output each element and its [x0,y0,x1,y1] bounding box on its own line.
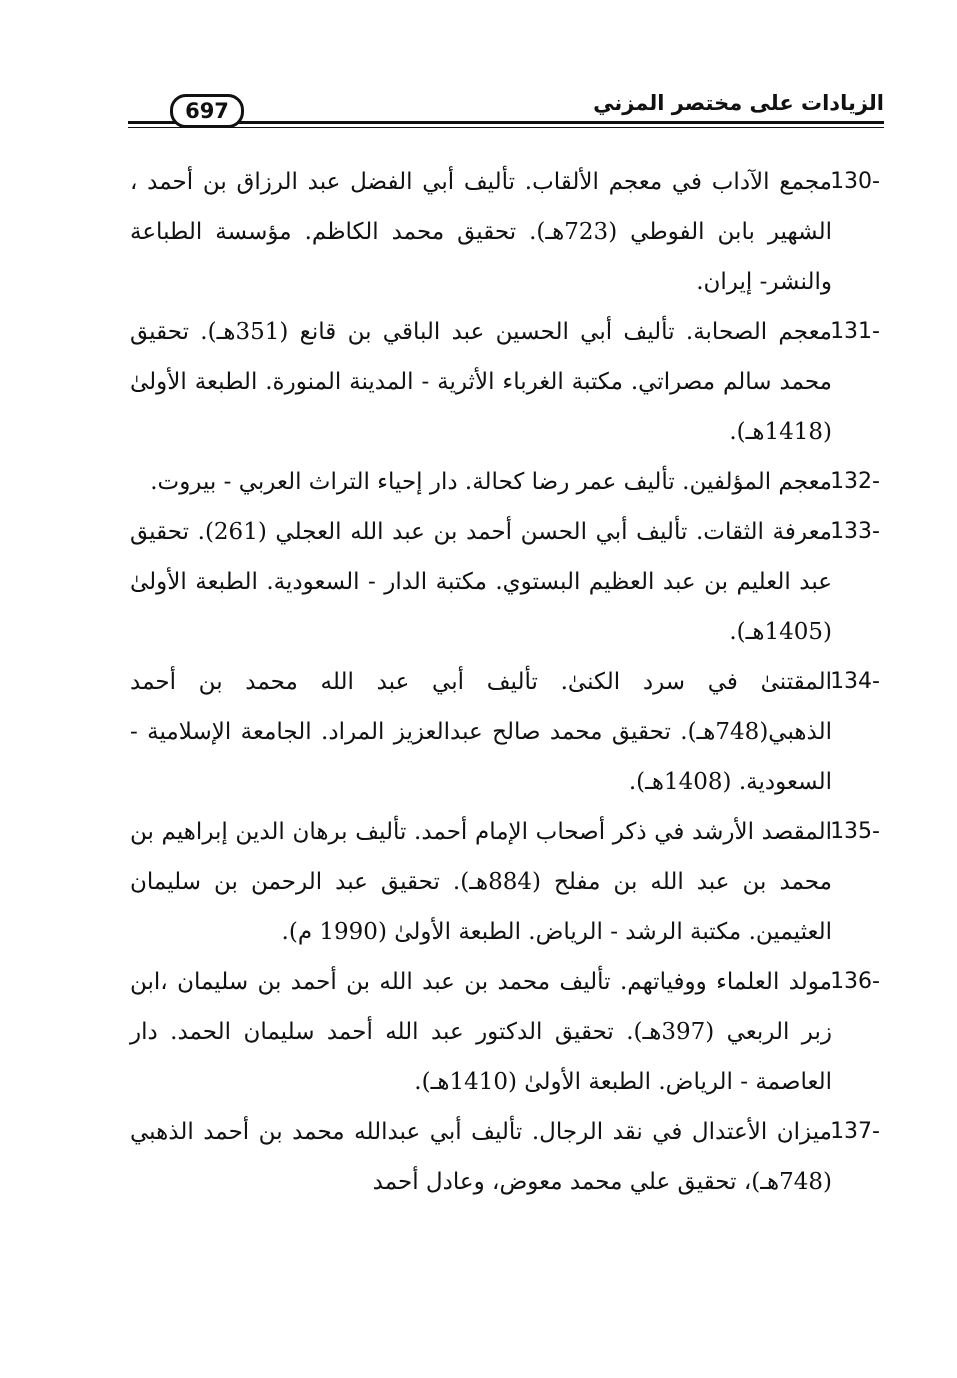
bibliography-entry [130,657,880,807]
entry-number: 133- [830,519,880,544]
page-number: 697 [170,94,244,128]
bibliography-entry [130,807,880,957]
entry-number: 131- [830,319,880,344]
page-header [128,88,884,134]
entry-text: ميزان الأعتدال في نقد الرجال. تأليف أبي عبدالله محمد بن أحمد الذهبي (748هـ)، تحقيق علي محمد معوض، وعادل أحمد [130,1119,832,1195]
entry-text: مولد العلماء ووفياتهم. تأليف محمد بن عبد الله بن أحمد بن سليمان ،ابن زبر الربعي (397هـ). تحقيق الدكتور عبد الله أحمد سليمان الحمد. دار العاصمة - الرياض. الطبعة الأولىٰ (1410هـ). [130,969,832,1095]
entry-number: 134- [830,669,880,694]
bibliography-list [130,157,880,1207]
entry-text: معجم المؤلفين. تأليف عمر رضا كحالة. دار إحياء التراث العربي - بيروت. [150,469,832,495]
header-rule-thick [128,121,884,124]
entry-number: 136- [830,969,880,994]
entry-number: 137- [830,1119,880,1144]
entry-number: 130- [830,169,880,194]
entry-text: المقتنىٰ في سرد الكنىٰ. تأليف أبي عبد الله محمد بن أحمد الذهبي(748هـ). تحقيق محمد صالح عبدالعزيز المراد. الجامعة الإسلامية - السعودية. (1408هـ). [130,669,832,795]
bibliography-entry [130,1107,880,1207]
entry-text: مجمع الآداب في معجم الألقاب. تأليف أبي الفضل عبد الرزاق بن أحمد ، الشهير بابن الفوطي (723هـ). تحقيق محمد الكاظم. مؤسسة الطباعة والنشر- إيران. [130,169,832,295]
running-title: الزيادات على مختصر المزني [583,88,884,118]
header-rule-thin [128,127,884,128]
bibliography-entry [130,157,880,307]
bibliography-entry [130,957,880,1107]
entry-text: معجم الصحابة. تأليف أبي الحسين عبد الباقي بن قانع (351هـ). تحقيق محمد سالم مصراتي. مكتبة الغرباء الأثرية - المدينة المنورة. الطبعة الأولىٰ (1418هـ). [130,319,833,445]
entry-text: معرفة الثقات. تأليف أبي الحسن أحمد بن عبد الله العجلي (261). تحقيق عبد العليم بن عبد العظيم البستوي. مكتبة الدار - السعودية. الطبعة الأولىٰ (1405هـ). [130,519,832,645]
bibliography-entry [130,307,880,457]
entry-text: المقصد الأرشد في ذكر أصحاب الإمام أحمد. تأليف برهان الدين إبراهيم بن محمد بن عبد الله بن مفلح (884هـ). تحقيق عبد الرحمن بن سليمان العثيمين. مكتبة الرشد - الرياض. الطبعة الأولىٰ (1990 م). [130,819,832,945]
entry-number: 135- [830,819,880,844]
bibliography-entry [130,457,880,507]
bibliography-entry [130,507,880,657]
entry-number: 132- [830,469,880,494]
